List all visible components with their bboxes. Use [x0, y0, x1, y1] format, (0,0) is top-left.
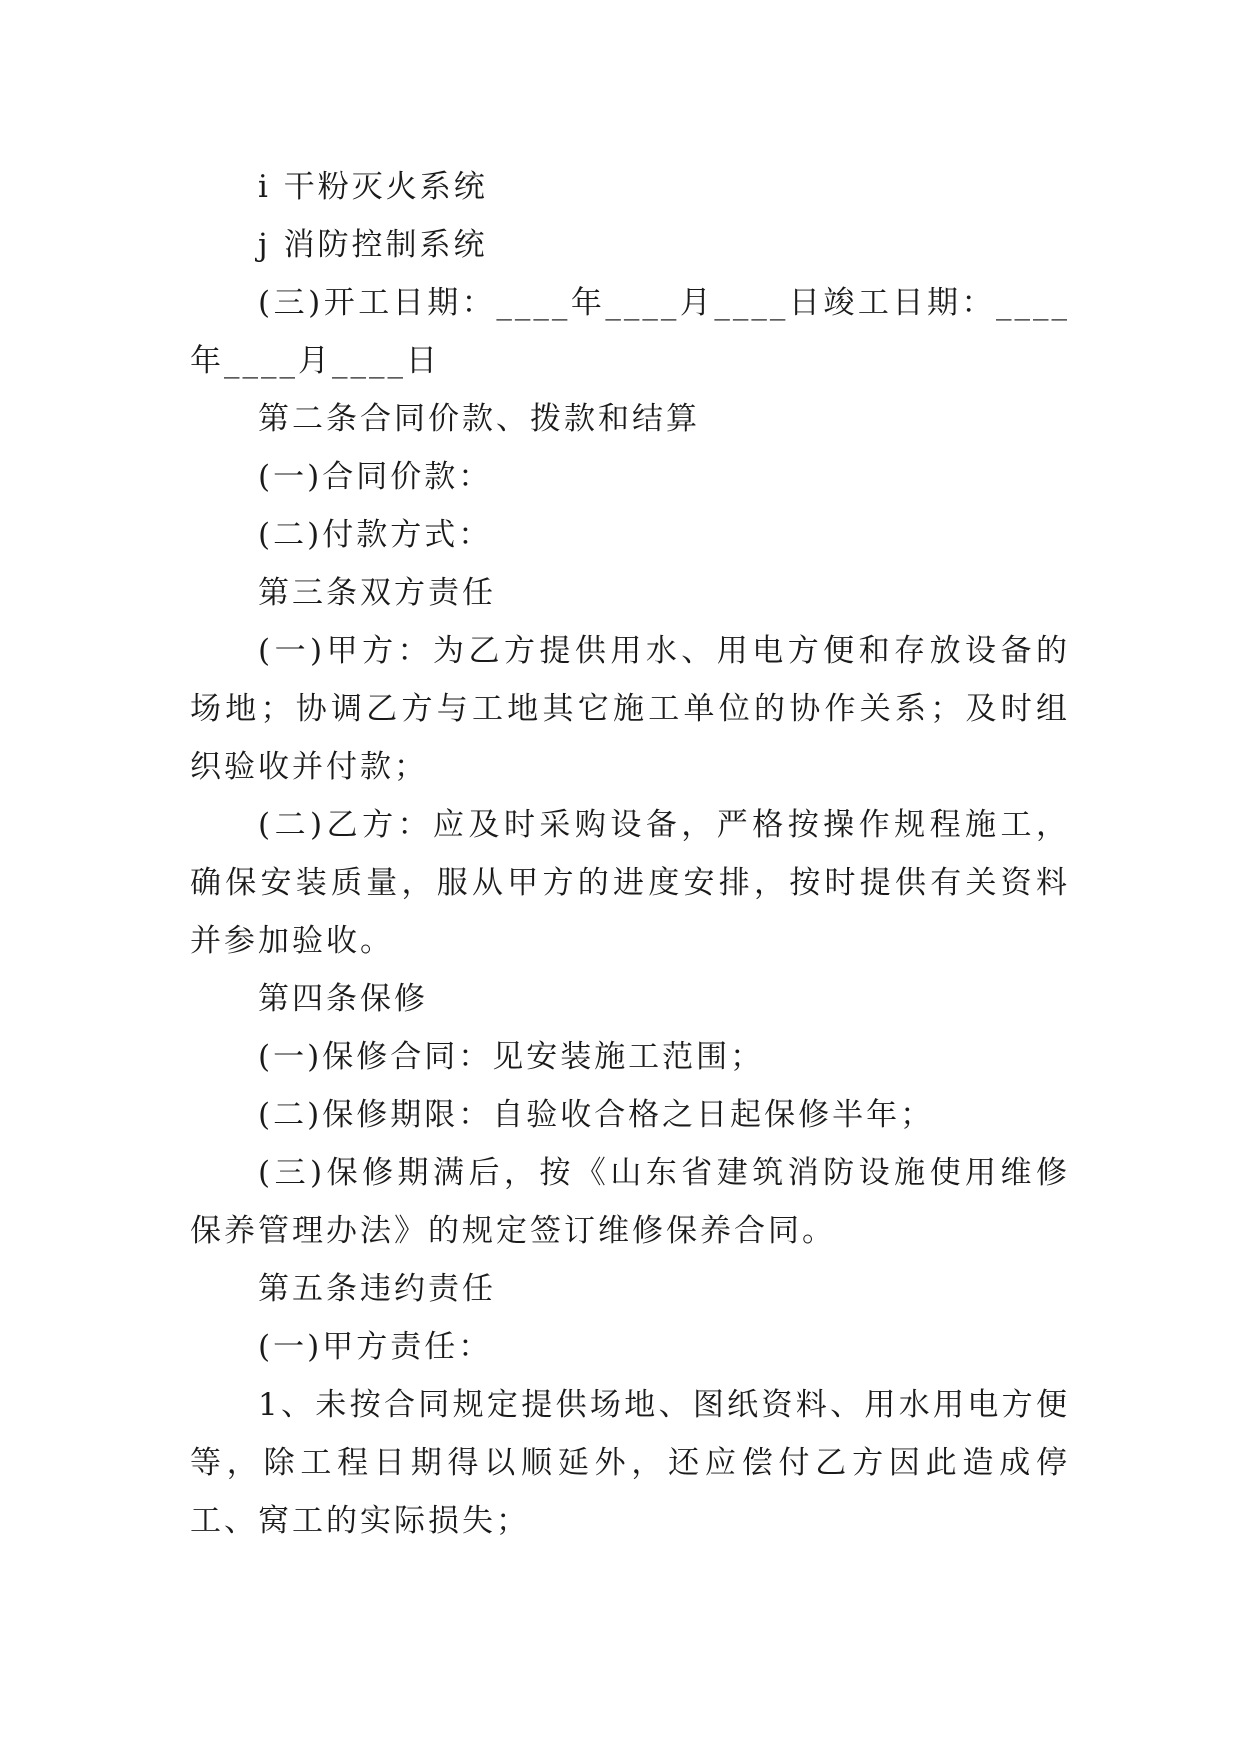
- paragraph-warranty-period: (二)保修期限：自验收合格之日起保修半年；: [258, 1097, 935, 1133]
- paragraph-liability-item-1: 1、未按合同规定提供场地、图纸资料、用水用电方便等，除工程日期得以顺延外，还应偿付乙方因此造成停工、窝工的实际损失；: [190, 1387, 1070, 1539]
- paragraph-contract-price: (一)合同价款：: [258, 459, 493, 495]
- article-3-heading: 第三条双方责任: [258, 575, 496, 611]
- article-4-heading: 第四条保修: [258, 981, 428, 1017]
- paragraph-dates: (三)开工日期：____年____月____日竣工日期：____年____月____日: [190, 285, 1070, 379]
- paragraph-party-a-liability: (一)甲方责任：: [258, 1329, 493, 1365]
- article-5-heading: 第五条违约责任: [258, 1271, 496, 1307]
- paragraph-item-j: j 消防控制系统: [258, 227, 488, 263]
- paragraph-warranty-contract: (一)保修合同：见安装施工范围；: [258, 1039, 765, 1075]
- paragraph-warranty-expiry: (三)保修期满后，按《山东省建筑消防设施使用维修保养管理办法》的规定签订维修保养合同。: [190, 1155, 1070, 1249]
- document-body: [190, 158, 1070, 1550]
- paragraph-party-a-duties: (一)甲方：为乙方提供用水、用电方便和存放设备的场地；协调乙方与工地其它施工单位的协作关系；及时组织验收并付款；: [190, 633, 1070, 785]
- paragraph-item-i: i 干粉灭火系统: [258, 169, 488, 205]
- paragraph-payment-method: (二)付款方式：: [258, 517, 493, 553]
- article-2-heading: 第二条合同价款、拨款和结算: [258, 401, 700, 437]
- paragraph-party-b-duties: (二)乙方：应及时采购设备，严格按操作规程施工，确保安装质量，服从甲方的进度安排，按时提供有关资料并参加验收。: [190, 807, 1070, 959]
